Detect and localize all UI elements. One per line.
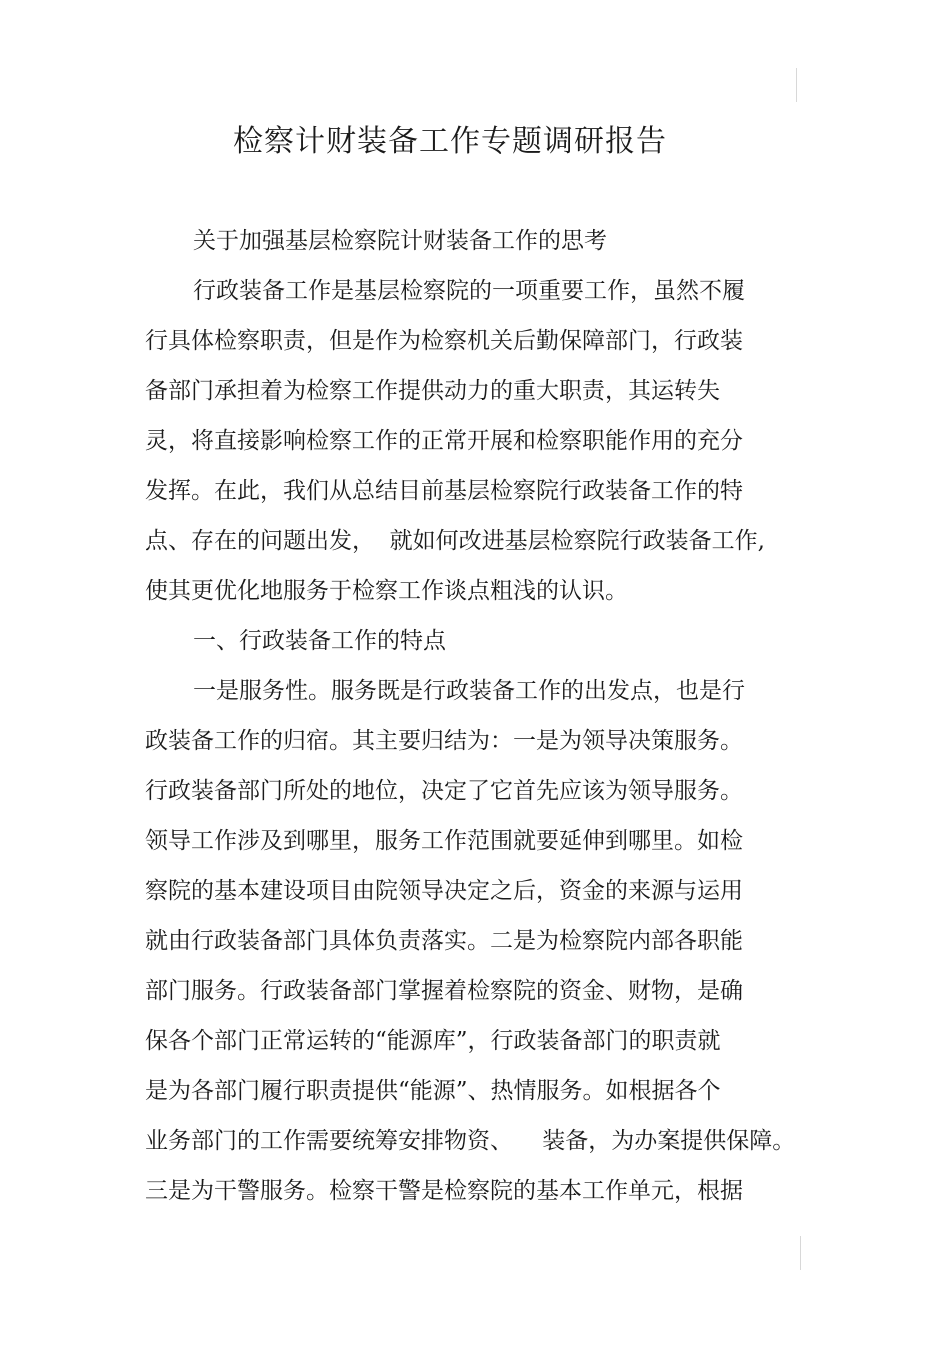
paragraph-line: 察院的基本建设项目由院领导决定之后，资金的来源与运用 (145, 878, 743, 904)
paragraph-line: 发挥。在此，我们从总结目前基层检察院行政装备工作的特 (145, 478, 743, 504)
page-edge-mark-top (796, 68, 797, 102)
paragraph-line: 使其更优化地服务于检察工作谈点粗浅的认识。 (145, 578, 628, 604)
paragraph-line: 一是服务性。服务既是行政装备工作的出发点，也是行 (193, 678, 745, 704)
page-edge-mark-bottom (800, 1236, 801, 1270)
paragraph-line: 行政装备工作是基层检察院的一项重要工作，虽然不履 (193, 278, 745, 304)
document-title: 检察计财装备工作专题调研报告 (233, 124, 667, 159)
paragraph-line: 部门服务。行政装备部门掌握着检察院的资金、财物，是确 (145, 978, 743, 1004)
paragraph-line: 就由行政装备部门具体负责落实。二是为检察院内部各职能 (145, 928, 743, 954)
paragraph-line: 三是为干警服务。检察干警是检察院的基本工作单元，根据 (145, 1178, 743, 1204)
section-heading: 一、行政装备工作的特点 (193, 628, 446, 654)
document-subtitle: 关于加强基层检察院计财装备工作的思考 (193, 228, 607, 254)
paragraph-line: 点、存在的问题出发， 就如何改进基层检察院行政装备工作, (145, 528, 765, 554)
paragraph-line: 业务部门的工作需要统筹安排物资、 装备，为办案提供保障。 (145, 1128, 796, 1154)
paragraph-line: 政装备工作的归宿。其主要归结为：一是为领导决策服务。 (145, 728, 743, 754)
paragraph-line: 灵，将直接影响检察工作的正常开展和检察职能作用的充分 (145, 428, 743, 454)
paragraph-line: 行具体检察职责，但是作为检察机关后勤保障部门，行政装 (145, 328, 743, 354)
paragraph-line: 领导工作涉及到哪里，服务工作范围就要延伸到哪里。如检 (145, 828, 743, 854)
paragraph-line: 行政装备部门所处的地位，决定了它首先应该为领导服务。 (145, 778, 743, 804)
paragraph-line: 是为各部门履行职责提供“能源”、热情服务。如根据各个 (145, 1078, 721, 1104)
paragraph-line: 保各个部门正常运转的“能源库”，行政装备部门的职责就 (145, 1028, 721, 1054)
paragraph-line: 备部门承担着为检察工作提供动力的重大职责，其运转失 (145, 378, 720, 404)
